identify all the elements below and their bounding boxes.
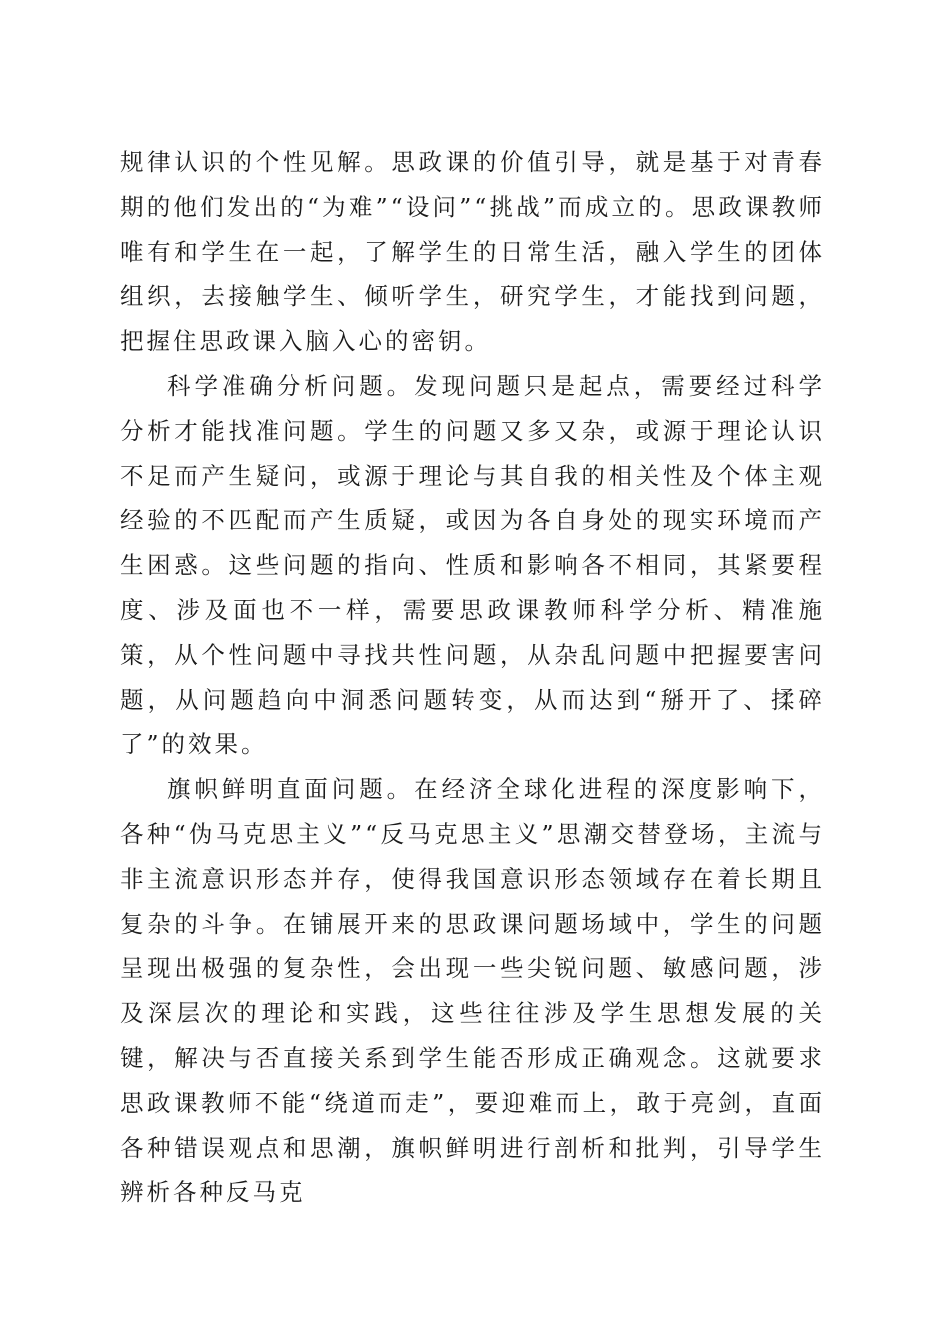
paragraph-continuation: 规律认识的个性见解。思政课的价值引导，就是基于对青春期的他们发出的“为难”“设问”“挑战”而成立的。思政课教师唯有和学生在一起，了解学生的日常生活，融入学生的团体组织，去接触学生、倾听学生，研究学生，才能找到问题，把握住思政课入脑入心的密钥。 [120, 148, 825, 356]
body-text [120, 140, 825, 1215]
paragraph-analyze-problems: 科学准确分析问题。发现问题只是起点，需要经过科学分析才能找准问题。学生的问题又多又杂，或源于理论认识不足而产生疑问，或源于理论与其自我的相关性及个体主观经验的不匹配而产生质疑，或因为各自身处的现实环境而产生困惑。这些问题的指向、性质和影响各不相同，其紧要程度、涉及面也不一样，需要思政课教师科学分析、精准施策，从个性问题中寻找共性问题，从杂乱问题中把握要害问题，从问题趋向中洞悉问题转变，从而达到“掰开了、揉碎了”的效果。 [120, 371, 825, 759]
paragraph-face-problems: 旗帜鲜明直面问题。在经济全球化进程的深度影响下，各种“伪马克思主义”“反马克思主义”思潮交替登场，主流与非主流意识形态并存，使得我国意识形态领域存在着长期且复杂的斗争。在铺展开来的思政课问题场域中，学生的问题呈现出极强的复杂性，会出现一些尖锐问题、敏感问题，涉及深层次的理论和实践，这些往往涉及学生思想发展的关键，解决与否直接关系到学生能否形成正确观念。这就要求思政课教师不能“绕道而走”，要迎难而上，敢于亮剑，直面各种错误观点和思潮，旗帜鲜明进行剖析和批判，引导学生辨析各种反马克 [120, 775, 825, 1207]
